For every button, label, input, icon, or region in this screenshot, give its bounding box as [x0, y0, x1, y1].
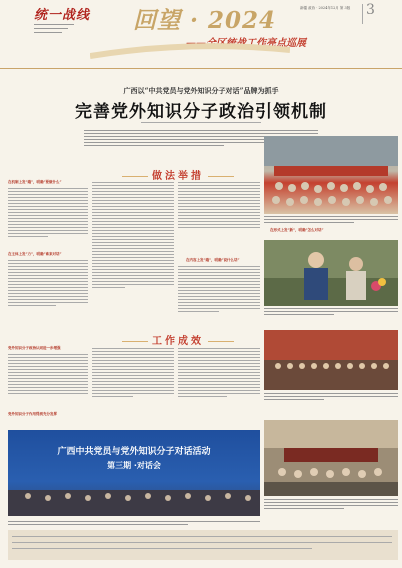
- article-kicker: 广西以“中共党员与党外知识分子对话”品牌为抓手: [123, 86, 279, 95]
- edition-info: 新疆 政协 · 2024年12月 第 3版: [300, 6, 351, 10]
- year-title: 回望 · 2024: [133, 7, 277, 34]
- photo-stage-group: [264, 330, 398, 390]
- subhead-identity: 党外知识分子政治认同进一步增强: [8, 346, 61, 350]
- photo-audience: [264, 136, 398, 214]
- page-number: 3: [366, 2, 375, 18]
- audience-image-icon: [8, 430, 260, 516]
- people-image-icon: [264, 240, 398, 306]
- photo-caption-banner: [8, 520, 260, 529]
- photo-caption-4: [264, 498, 398, 513]
- masthead: [0, 0, 402, 69]
- column-mid-2: [178, 180, 260, 230]
- banner-line-1: 广西中共党员与党外知识分子对话活动: [57, 447, 211, 457]
- column-left-2: [8, 258, 88, 308]
- column-results-mid-1: [92, 346, 174, 399]
- group-image-icon: [264, 330, 398, 390]
- photo-interview: [264, 240, 398, 306]
- subhead-content: 在内容上发“端”，明确“说什么话”: [186, 258, 240, 262]
- column-results-left: [8, 352, 88, 396]
- decorative-stripe-icon: [90, 30, 290, 60]
- subhead-role: 党外知识分子作用得到充分发挥: [8, 412, 57, 416]
- column-mid-3: [178, 264, 260, 314]
- newspaper-logo: 统一战线: [34, 8, 91, 23]
- photo-caption-3: [264, 392, 398, 403]
- meeting-image-icon: [264, 420, 398, 496]
- logo-lines-icon: [34, 22, 82, 36]
- column-mid-1: [92, 180, 174, 290]
- photo-caption-2: [264, 307, 398, 318]
- logo-subtext: [34, 22, 82, 36]
- article-headline: 完善党外知识分子政治引领机制: [75, 102, 327, 122]
- masthead-divider: [362, 4, 363, 24]
- photo-conference-banner: [8, 430, 260, 516]
- photo-caption-1: [264, 215, 398, 226]
- column-left-1: [8, 186, 88, 239]
- section-practice-title: 做法举措: [118, 167, 238, 182]
- banner-line-2: 第三期 ·对话会: [107, 461, 161, 470]
- bottom-strip: [8, 530, 398, 560]
- column-results-mid-2: [178, 346, 260, 399]
- subhead-mechanism: 在机制上发“端”，明确“要做什么”: [8, 180, 62, 184]
- photo-dialogue-room: [264, 420, 398, 496]
- subhead-form: 在形式上发“新”，明确“怎么对话”: [270, 228, 324, 232]
- masthead-subtitle: ——全区统战工作亮点巡展: [186, 38, 306, 49]
- subhead-subject: 在主体上发“力”，明确“谁来对话”: [8, 252, 62, 256]
- section-results-title: 工作成效: [118, 332, 238, 347]
- article-byline: [0, 121, 402, 125]
- byline-line-icon: [141, 121, 261, 124]
- crowd-image-icon: [264, 136, 398, 214]
- bottom-lines-icon: [8, 530, 398, 560]
